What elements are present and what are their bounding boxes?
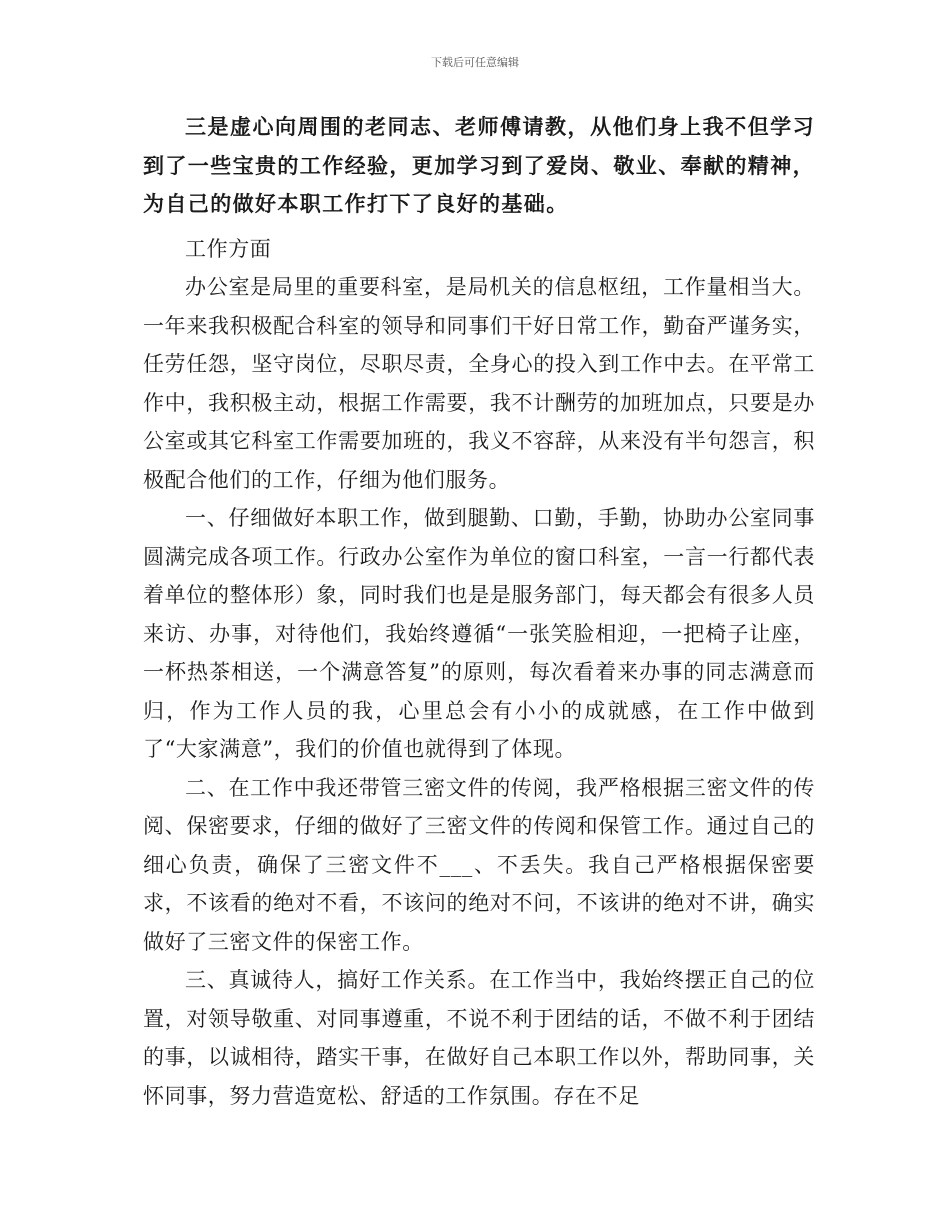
- paragraph-learning: 三是虚心向周围的老同志、老师傅请教，从他们身上我不但学习到了一些宝贵的工作经验，更加学习到了爱岗、敬业、奉献的精神，为自己的做好本职工作打下了良好的基础。: [143, 114, 815, 216]
- document-body: [143, 108, 815, 1115]
- paragraph-item-3: 三、真诚待人，搞好工作关系。在工作当中，我始终摆正自己的位置，对领导敬重、对同事遵重，不说不利于团结的话，不做不利于团结的事，以诚相待，踏实干事，在做好自己本职工作以外，帮助同事，关怀同事，努力营造宽松、舒适的工作氛围。存在不足: [143, 968, 815, 1108]
- paragraph-item-1: 一、仔细做好本职工作，做到腿勤、口勤，手勤，协助办公室同事圆满完成各项工作。行政办公室作为单位的窗口科室，一言一行都代表着单位的整体形）象，同时我们也是是服务部门，每天都会有很多人员来访、办事，对待他们，我始终遵循“一张笑脸相迎，一把椅子让座，一杯热茶相送，一个满意答复”的原则，每次看着来办事的同志满意而归，作为工作人员的我，心里总会有小小的成就感，在工作中做到了“大家满意”，我们的价值也就得到了体现。: [143, 506, 815, 761]
- section-heading: 工作方面: [185, 236, 272, 261]
- paragraph-item-2: 二、在工作中我还带管三密文件的传阅，我严格根据三密文件的传阅、保密要求，仔细的做好了三密文件的传阅和保管工作。通过自己的细心负责，确保了三密文件不___、不丢失。我自己严格根据保密要求，不该看的绝对不看，不该问的绝对不问，不该讲的绝对不讲，确实做好了三密文件的保密工作。: [143, 775, 815, 954]
- page-header: 下载后可任意编辑: [431, 56, 519, 69]
- paragraph-office: 办公室是局里的重要科室，是局机关的信息枢纽，工作量相当大。一年来我积极配合科室的领导和同事们干好日常工作，勤奋严谨务实，任劳任怨，坚守岗位，尽职尽责，全身心的投入到工作中去。在平常工作中，我积极主动，根据工作需要，我不计酬劳的加班加点，只要是办公室或其它科室工作需要加班的，我义不容辞，从来没有半句怨言，积极配合他们的工作，仔细为他们服务。: [143, 275, 815, 492]
